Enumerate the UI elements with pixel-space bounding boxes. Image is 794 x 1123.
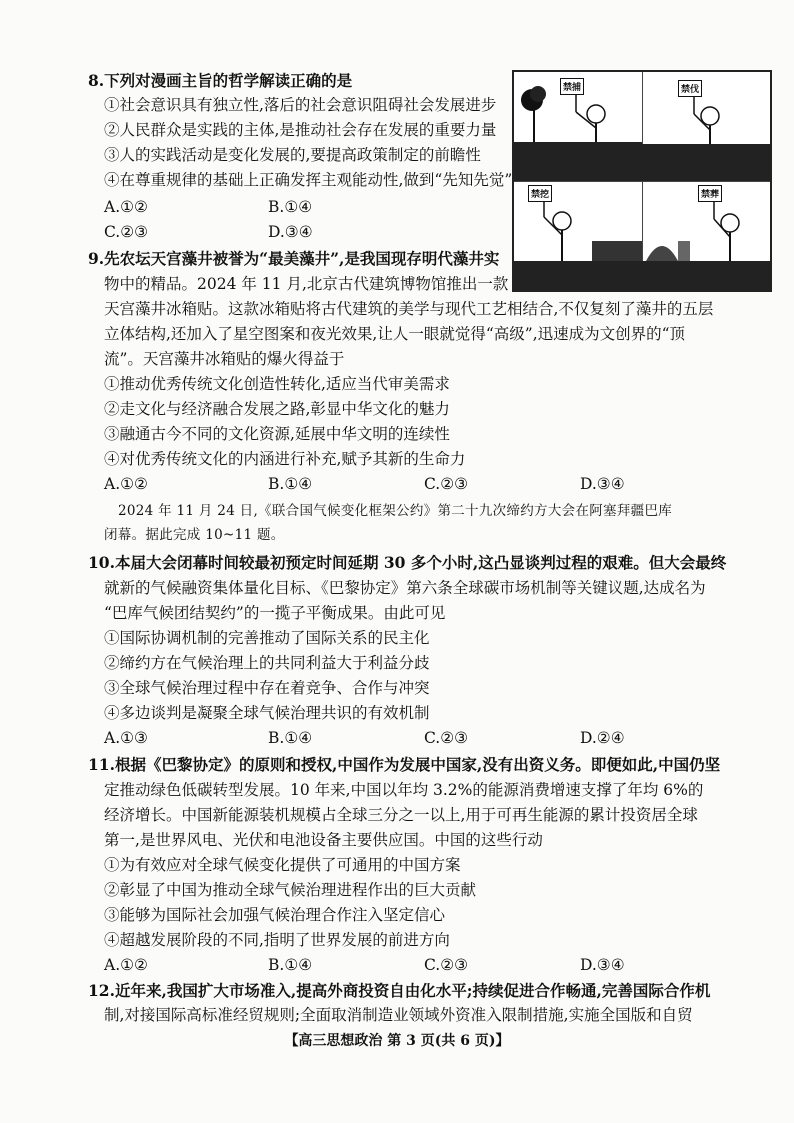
intro-line-1: 2024 年 11 月 24 日,《联合国气候变化框架公约》第二十九次缔约方大会在阿塞拜疆巴库 <box>118 503 673 519</box>
q8-stem: 8.下列对漫画主旨的哲学解读正确的是 <box>88 71 353 90</box>
q11-option-d: D.③④ <box>580 956 625 974</box>
q10-item-3: ③全球气候治理过程中存在着竞争、合作与冲突 <box>104 679 430 697</box>
q8-option-b: B.①④ <box>268 198 313 216</box>
q8-item-4: ④在尊重规律的基础上正确发挥主观能动性,做到“先知先觉” <box>104 171 513 189</box>
q9-option-d: D.③④ <box>580 475 625 493</box>
q8-item-2: ②人民群众是实践的主体,是推动社会存在发展的重要力量 <box>104 121 497 139</box>
q10-stem-line-1: 10.本届大会闭幕时间较最初预定时间延期 30 多个小时,这凸显谈判过程的艰难。但大会最终 <box>88 553 727 572</box>
q9-stem-line-2: 物中的精品。2024 年 11 月,北京古代建筑博物馆推出一款 <box>104 275 509 293</box>
comic-panel-2 <box>642 72 770 182</box>
q10-item-2: ②缔约方在气候治理上的共同利益大于利益分歧 <box>104 654 430 672</box>
comic-sign-4: 禁葬 <box>698 185 722 202</box>
q10-option-d: D.②④ <box>580 729 625 747</box>
q8-option-d: D.③④ <box>268 223 313 241</box>
intro-line-2: 闭幕。据此完成 10~11 题。 <box>104 527 285 543</box>
comic-sign-1: 禁捕 <box>560 78 584 95</box>
q10-option-b: B.①④ <box>268 729 313 747</box>
q12-stem-line-1: 12.近年来,我国扩大市场准入,提高外商投资自由化水平;持续促进合作畅通,完善国际合作机 <box>88 981 711 1000</box>
q9-stem-line-1: 9.先农坛天宫藻井被誉为“最美藻井”,是我国现存明代藻井实 <box>88 249 500 268</box>
q11-option-b: B.①④ <box>268 956 313 974</box>
q9-option-c: C.②③ <box>424 475 469 493</box>
q10-option-c: C.②③ <box>424 729 469 747</box>
q12-stem-line-2: 制,对接国际高标准经贸规则;全面取消制造业领域外资准入限制措施,实施全国版和自贸 <box>104 1006 693 1024</box>
q11-stem-line-1: 11.根据《巴黎协定》的原则和授权,中国作为发展中国家,没有出资义务。即便如此,中国仍坚 <box>88 755 721 774</box>
q9-stem-line-3: 天宫藻井冰箱贴。这款冰箱贴将古代建筑的美学与现代工艺相结合,不仅复刻了藻井的五层 <box>104 300 714 318</box>
q8-item-3: ③人的实践活动是变化发展的,要提高政策制定的前瞻性 <box>104 146 481 164</box>
page-footer: 【高三思想政治 第 3 页(共 6 页)】 <box>284 1033 510 1049</box>
q11-item-4: ④超越发展阶段的不同,指明了世界发展的前进方向 <box>104 931 450 949</box>
q10-item-4: ④多边谈判是凝聚全球气候治理共识的有效机制 <box>104 704 430 722</box>
q9-stem-line-5: 流”。天宫藻井冰箱贴的爆火得益于 <box>104 350 345 368</box>
comic-panel-3 <box>514 181 643 290</box>
comic-panel-1 <box>514 72 643 182</box>
q10-option-a: A.①③ <box>104 729 148 747</box>
q8-item-1: ①社会意识具有独立性,落后的社会意识阻碍社会发展进步 <box>104 96 497 114</box>
q10-item-1: ①国际协调机制的完善推动了国际关系的民主化 <box>104 629 430 647</box>
q9-option-a: A.①② <box>104 475 148 493</box>
q11-option-c: C.②③ <box>424 956 469 974</box>
q10-stem-line-2: 就新的气候融资集体量化目标、《巴黎协定》第六条全球碳市场机制等关键议题,达成名为 <box>104 579 706 597</box>
comic-sign-2: 禁伐 <box>678 80 702 97</box>
q11-item-3: ③能够为国际社会加强气候治理合作注入坚定信心 <box>104 906 446 924</box>
q11-stem-line-4: 第一,是世界风电、光伏和电池设备主要供应国。中国的这些行动 <box>104 831 543 849</box>
q9-stem-line-4: 立体结构,还加入了星空图案和夜光效果,让人一眼就觉得“高级”,迅速成为文创界的“顶 <box>104 325 686 343</box>
comic-scene-2 <box>642 72 770 181</box>
q10-stem-line-3: “巴库气候团结契约”的一揽子平衡成果。由此可见 <box>104 604 446 622</box>
comic-illustration <box>512 70 772 292</box>
q11-item-1: ①为有效应对全球气候变化提供了可通用的中国方案 <box>104 856 461 874</box>
q11-item-2: ②彰显了中国为推动全球气候治理进程作出的巨大贡献 <box>104 881 477 899</box>
comic-panel-4 <box>642 181 770 290</box>
q9-option-b: B.①④ <box>268 475 313 493</box>
q9-item-2: ②走文化与经济融合发展之路,彰显中华文化的魅力 <box>104 400 450 418</box>
q11-stem-line-2: 定推动绿色低碳转型发展。10 年来,中国以年均 3.2%的能源消费增速支撑了年均 6%的 <box>104 781 704 799</box>
comic-sign-3: 禁挖 <box>528 185 552 202</box>
q11-stem-line-3: 经济增长。中国新能源装机规模占全球三分之一以上,用于可再生能源的累计投资居全球 <box>104 806 698 824</box>
q8-option-c: C.②③ <box>104 223 149 241</box>
q9-item-4: ④对优秀传统文化的内涵进行补充,赋予其新的生命力 <box>104 450 466 468</box>
q8-option-a: A.①② <box>104 198 148 216</box>
q9-item-3: ③融通古今不同的文化资源,延展中华文明的连续性 <box>104 425 450 443</box>
q11-option-a: A.①② <box>104 956 148 974</box>
q9-item-1: ①推动优秀传统文化创造性转化,适应当代审美需求 <box>104 375 450 393</box>
